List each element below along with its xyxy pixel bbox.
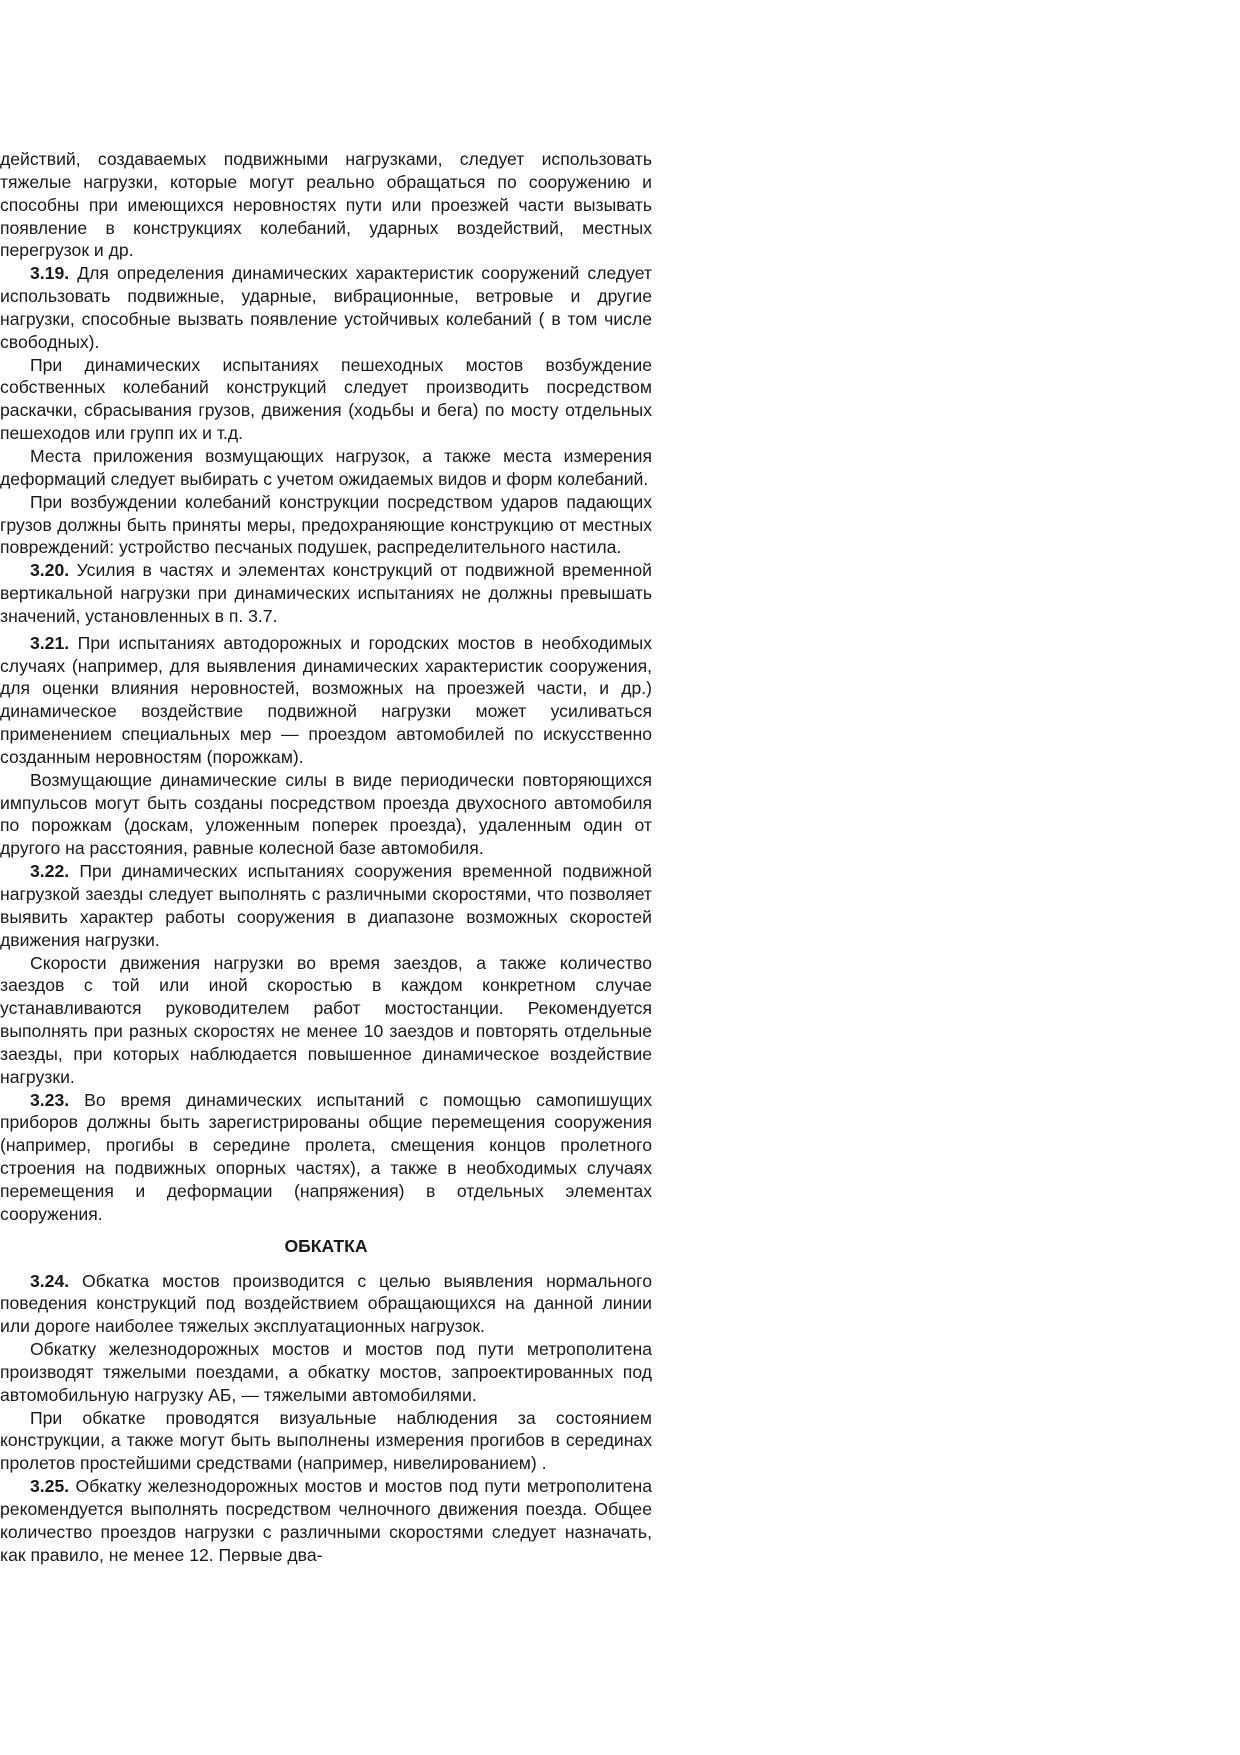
paragraph-3-23: 3.23. Во время динамических испытаний с помощью самопишущих приборов должны быть зарегистрированы общие перемещения сооружения (например, прогибы в середине пролета, смещения концов пролетного строения на подвижных опорных частях), а также в необходимых случаях перемещения и деформации (напряжения) в отдельных элементах сооружения.	[0, 1089, 652, 1224]
paragraph: При обкатке проводятся визуальные наблюдения за состоянием конструкции, а также могут быть выполнены измерения прогибов в серединах пролетов простейшими средствами (например, нивелированием) .	[0, 1407, 652, 1474]
section-heading: ОБКАТКА	[284, 1235, 368, 1256]
paragraph: Скорости движения нагрузки во время заездов, а также количество заездов с той или иной скоростью в каждом конкретном случае устанавливаются руководителем работ мостостанции. Рекомендуется выполнять при разных скоростях не менее 10 заездов и повторять отдельные заезды, при которых наблюдается повышенное динамическое воздействие нагрузки.	[0, 952, 652, 1087]
clause-number: 3.21.	[30, 632, 70, 653]
paragraph-3-19: 3.19. Для определения динамических характеристик сооружений следует использовать подвижные, ударные, вибрационные, ветровые и другие нагрузки, способные вызвать появление устойчивых колебаний ( в том числе свободных).	[0, 263, 652, 352]
clause-number: 3.23.	[30, 1089, 70, 1110]
paragraph: При динамических испытаниях пешеходных мостов возбуждение собственных колебаний конструкций следует производить посредством раскачки, сбрасывания грузов, движения (ходьбы и бега) по мосту отдельных пешеходов или групп их и т.д.	[0, 354, 652, 444]
clause-number: 3.22.	[30, 861, 70, 882]
paragraph: Возмущающие динамические силы в виде периодически повторяющихся импульсов могут быть созданы посредством проезда двухосного автомобиля по порожкам (доскам, уложенным поперек проезда), удаленным один от другого на расстояния, равные колесной базе автомобиля.	[0, 769, 652, 859]
clause-number: 3.19.	[30, 263, 70, 284]
paragraph-3-24: 3.24. Обкатка мостов производится с целью выявления нормального поведения конструкций под воздействием обращающихся на данной линии или дороге наиболее тяжелых эксплуатационных нагрузок.	[0, 1270, 652, 1337]
clause-number: 3.20.	[30, 560, 70, 581]
clause-number: 3.24.	[30, 1270, 70, 1291]
paragraph-3-20: 3.20. Усилия в частях и элементах конструкций от подвижной временной вертикальной нагрузки при динамических испытаниях не должны превышать значений, установленных в п. 3.7.	[0, 560, 652, 626]
paragraph-3-21: 3.21. При испытаниях автодорожных и городских мостов в необходимых случаях (например, для выявления динамических характеристик сооружения, для оценки влияния неровностей, возможных на проезжей части, и др.) динамическое воздействие подвижной нагрузки может усиливаться применением специальных мер — проездом автомобилей по искусственно созданным неровностям (порожкам).	[0, 632, 652, 767]
paragraph: Обкатку железнодорожных мостов и мостов под пути метрополитена производят тяжелыми поездами, а обкатку мостов, запроектированных под автомобильную нагрузку АБ, — тяжелыми автомобилями.	[0, 1339, 652, 1405]
paragraph: При возбуждении колебаний конструкции посредством ударов падающих грузов должны быть приняты меры, предохраняющие конструкцию от местных повреждений: устройство песчаных подушек, распределительного настила.	[0, 491, 652, 558]
paragraph-3-25: 3.25. Обкатку железнодорожных мостов и мостов под пути метрополитена рекомендуется выполнять посредством челночного движения поезда. Общее количество проездов нагрузки с различными скоростями следует назначать, как правило, не менее 12. Первые два-	[0, 1476, 652, 1565]
paragraph: Места приложения возмущающих нагрузок, а также места измерения деформаций следует выбирать с учетом ожидаемых видов и форм колебаний.	[0, 445, 652, 489]
paragraph-3-22: 3.22. При динамических испытаниях сооружения временной подвижной нагрузкой заезды следует выполнять с различными скоростями, что позволяет выявить характер работы сооружения в диапазоне возможных скоростей движения нагрузки.	[0, 861, 652, 950]
paragraph-continued: действий, создаваемых подвижными нагрузками, следует использовать тяжелые нагрузки, которые могут реально обращаться по сооружению и способны при имеющихся неровностях пути или проезжей части вызывать появление в конструкциях колебаний, ударных воздействий, местных перегрузок и др.	[0, 149, 652, 261]
text-column	[0, 148, 652, 1566]
clause-number: 3.25.	[30, 1476, 70, 1497]
